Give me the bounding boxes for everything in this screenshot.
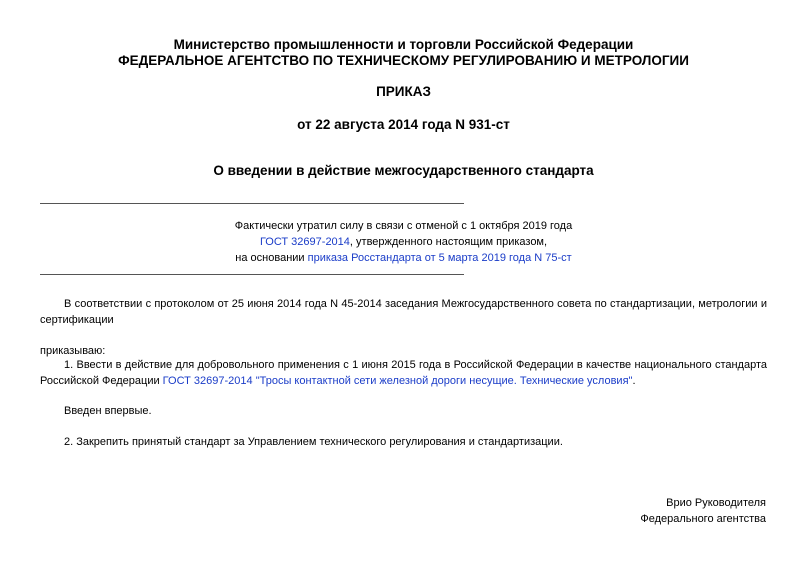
divider-bottom xyxy=(40,274,464,275)
document-type: ПРИКАЗ xyxy=(376,84,431,99)
signature-agency: Федерального агентства xyxy=(640,513,766,525)
status-note-line1: Фактически утратил силу в связи с отменой с 1 октября 2019 года xyxy=(234,220,573,232)
status-note-line2 xyxy=(0,236,807,248)
item1-paragraph xyxy=(40,357,767,389)
item1-end: . xyxy=(632,375,636,387)
signature-position: Врио Руководителя xyxy=(666,497,766,509)
document-title: О введении в действие межгосударственного стандарта xyxy=(213,163,594,178)
document-date-number: от 22 августа 2014 года N 931-ст xyxy=(297,117,510,132)
item2-paragraph: 2. Закрепить принятый стандарт за Управлением технического регулирования и стандартизации. xyxy=(64,436,563,448)
status-note-line3-prefix: на основании xyxy=(235,252,308,264)
gost-link-note[interactable]: ГОСТ 32697-2014 xyxy=(259,236,350,248)
gost-standard-link[interactable]: ГОСТ 32697-2014 "Тросы контактной сети железной дороги несущие. Технические условия" xyxy=(162,375,633,387)
status-note-line3 xyxy=(0,252,807,264)
divider-top xyxy=(40,203,464,204)
status-note-line2-text: , утвержденного настоящим приказом, xyxy=(349,236,548,248)
agency-name: ФЕДЕРАЛЬНОЕ АГЕНТСТВО ПО ТЕХНИЧЕСКОМУ РЕГУЛИРОВАНИЮ И МЕТРОЛОГИИ xyxy=(118,53,689,68)
first-introduced-note: Введен впервые. xyxy=(64,405,152,417)
item1-text: 1. Ввести в действие для добровольного применения с 1 июня 2015 года в Российской Федерации в качестве национального стандарта Российской Федерации xyxy=(40,359,767,387)
preamble-paragraph: В соответствии с протоколом от 25 июня 2014 года N 45-2014 заседания Межгосударственного совета по стандартизации, метрологии и сертификации xyxy=(40,298,767,326)
order-word: приказываю: xyxy=(40,345,106,357)
ministry-name: Министерство промышленности и торговли Российской Федерации xyxy=(173,37,634,52)
rosstandart-order-link[interactable]: приказа Росстандарта от 5 марта 2019 года N 75-ст xyxy=(307,252,572,264)
